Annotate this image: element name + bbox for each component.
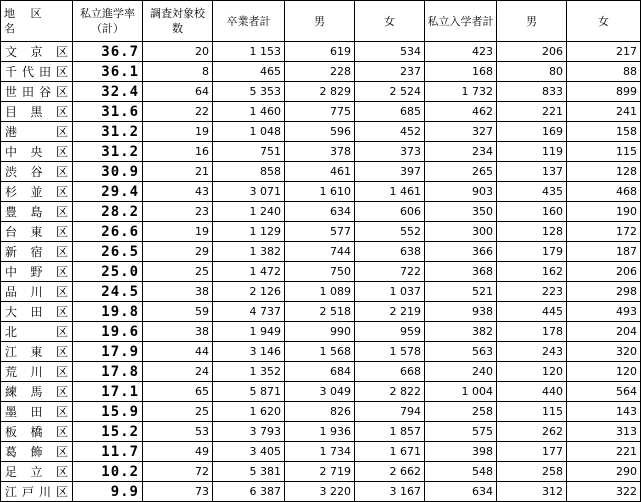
cell-private-rate[interactable]: 24.5 xyxy=(73,282,143,302)
cell-entrants-male[interactable]: 119 xyxy=(497,142,567,162)
cell-school-count[interactable]: 20 xyxy=(143,42,213,62)
cell-school-count[interactable]: 19 xyxy=(143,122,213,142)
cell-graduates-female[interactable]: 2 219 xyxy=(355,302,425,322)
cell-ward[interactable]: 中野区 xyxy=(1,262,73,282)
cell-entrants-male[interactable]: 137 xyxy=(497,162,567,182)
cell-school-count[interactable]: 29 xyxy=(143,242,213,262)
cell-ward[interactable]: 千代田区 xyxy=(1,62,73,82)
cell-entrants-female[interactable]: 128 xyxy=(567,162,641,182)
cell-private-entrants-total[interactable]: 575 xyxy=(425,422,497,442)
cell-entrants-male[interactable]: 262 xyxy=(497,422,567,442)
cell-private-rate[interactable]: 29.4 xyxy=(73,182,143,202)
cell-entrants-female[interactable]: 206 xyxy=(567,262,641,282)
table-row xyxy=(1,122,641,142)
cell-graduates-female[interactable]: 606 xyxy=(355,202,425,222)
cell-private-entrants-total[interactable]: 368 xyxy=(425,262,497,282)
cell-private-entrants-total[interactable]: 240 xyxy=(425,362,497,382)
cell-private-rate[interactable]: 9.9 xyxy=(73,482,143,502)
cell-school-count[interactable]: 23 xyxy=(143,202,213,222)
cell-graduates-total[interactable]: 858 xyxy=(213,162,285,182)
cell-graduates-female[interactable]: 237 xyxy=(355,62,425,82)
cell-private-rate[interactable]: 15.9 xyxy=(73,402,143,422)
cell-private-rate[interactable]: 30.9 xyxy=(73,162,143,182)
header-ward[interactable]: 地 区 名 xyxy=(1,1,73,42)
table-row xyxy=(1,82,641,102)
table-row xyxy=(1,42,641,62)
cell-graduates-male[interactable]: 577 xyxy=(285,222,355,242)
header-private-entrants-total[interactable]: 私立入学者計 xyxy=(425,1,497,42)
cell-ward[interactable]: 北区 xyxy=(1,322,73,342)
cell-graduates-total[interactable]: 1 382 xyxy=(213,242,285,262)
cell-ward[interactable]: 目黒区 xyxy=(1,102,73,122)
cell-school-count[interactable]: 25 xyxy=(143,402,213,422)
cell-private-entrants-total[interactable]: 265 xyxy=(425,162,497,182)
cell-school-count[interactable]: 43 xyxy=(143,182,213,202)
cell-entrants-female[interactable]: 120 xyxy=(567,362,641,382)
cell-graduates-total[interactable]: 5 353 xyxy=(213,82,285,102)
cell-private-rate[interactable]: 36.1 xyxy=(73,62,143,82)
cell-school-count[interactable]: 65 xyxy=(143,382,213,402)
table-row xyxy=(1,442,641,462)
table-row xyxy=(1,302,641,322)
cell-entrants-female[interactable]: 564 xyxy=(567,382,641,402)
cell-private-rate[interactable]: 26.6 xyxy=(73,222,143,242)
cell-graduates-total[interactable]: 1 460 xyxy=(213,102,285,122)
cell-ward[interactable]: 台東区 xyxy=(1,222,73,242)
cell-ward[interactable]: 渋谷区 xyxy=(1,162,73,182)
cell-graduates-total[interactable]: 1 949 xyxy=(213,322,285,342)
cell-private-entrants-total[interactable]: 234 xyxy=(425,142,497,162)
cell-graduates-total[interactable]: 3 793 xyxy=(213,422,285,442)
cell-entrants-female[interactable]: 204 xyxy=(567,322,641,342)
cell-school-count[interactable]: 72 xyxy=(143,462,213,482)
cell-private-entrants-total[interactable]: 327 xyxy=(425,122,497,142)
table-row xyxy=(1,342,641,362)
cell-graduates-total[interactable]: 4 737 xyxy=(213,302,285,322)
cell-private-rate[interactable]: 17.1 xyxy=(73,382,143,402)
table-row xyxy=(1,282,641,302)
cell-school-count[interactable]: 21 xyxy=(143,162,213,182)
cell-graduates-total[interactable]: 3 405 xyxy=(213,442,285,462)
cell-entrants-male[interactable]: 258 xyxy=(497,462,567,482)
cell-ward[interactable]: 葛飾区 xyxy=(1,442,73,462)
table-row xyxy=(1,322,641,342)
table-row xyxy=(1,162,641,182)
cell-graduates-female[interactable]: 685 xyxy=(355,102,425,122)
cell-graduates-male[interactable]: 1 734 xyxy=(285,442,355,462)
cell-school-count[interactable]: 24 xyxy=(143,362,213,382)
cell-private-entrants-total[interactable]: 398 xyxy=(425,442,497,462)
cell-private-entrants-total[interactable]: 1 004 xyxy=(425,382,497,402)
cell-graduates-total[interactable]: 5 381 xyxy=(213,462,285,482)
cell-entrants-male[interactable]: 223 xyxy=(497,282,567,302)
cell-private-entrants-total[interactable]: 423 xyxy=(425,42,497,62)
cell-ward[interactable]: 墨田区 xyxy=(1,402,73,422)
table-row xyxy=(1,362,641,382)
table-row xyxy=(1,422,641,442)
cell-graduates-male[interactable]: 1 936 xyxy=(285,422,355,442)
cell-graduates-male[interactable]: 990 xyxy=(285,322,355,342)
header-entrants-female[interactable]: 女 xyxy=(567,1,641,42)
cell-entrants-male[interactable]: 445 xyxy=(497,302,567,322)
cell-graduates-male[interactable]: 3 220 xyxy=(285,482,355,502)
cell-graduates-male[interactable]: 684 xyxy=(285,362,355,382)
table-row xyxy=(1,202,641,222)
cell-graduates-male[interactable]: 461 xyxy=(285,162,355,182)
cell-graduates-female[interactable]: 534 xyxy=(355,42,425,62)
cell-school-count[interactable]: 53 xyxy=(143,422,213,442)
cell-school-count[interactable]: 22 xyxy=(143,102,213,122)
cell-private-rate[interactable]: 17.8 xyxy=(73,362,143,382)
cell-entrants-female[interactable]: 493 xyxy=(567,302,641,322)
cell-private-entrants-total[interactable]: 300 xyxy=(425,222,497,242)
cell-entrants-female[interactable]: 899 xyxy=(567,82,641,102)
cell-graduates-female[interactable]: 1 578 xyxy=(355,342,425,362)
cell-private-rate[interactable]: 11.7 xyxy=(73,442,143,462)
cell-school-count[interactable]: 44 xyxy=(143,342,213,362)
cell-ward[interactable]: 足立区 xyxy=(1,462,73,482)
header-school-count[interactable]: 調査対象校数 xyxy=(143,1,213,42)
cell-entrants-female[interactable]: 322 xyxy=(567,482,641,502)
cell-ward[interactable]: 板橋区 xyxy=(1,422,73,442)
cell-private-rate[interactable]: 36.7 xyxy=(73,42,143,62)
cell-entrants-male[interactable]: 160 xyxy=(497,202,567,222)
cell-entrants-male[interactable]: 440 xyxy=(497,382,567,402)
cell-entrants-male[interactable]: 312 xyxy=(497,482,567,502)
cell-entrants-female[interactable]: 88 xyxy=(567,62,641,82)
cell-private-entrants-total[interactable]: 903 xyxy=(425,182,497,202)
table-row xyxy=(1,62,641,82)
cell-school-count[interactable]: 19 xyxy=(143,222,213,242)
cell-entrants-male[interactable]: 120 xyxy=(497,362,567,382)
cell-graduates-total[interactable]: 5 871 xyxy=(213,382,285,402)
cell-school-count[interactable]: 64 xyxy=(143,82,213,102)
cell-entrants-female[interactable]: 290 xyxy=(567,462,641,482)
cell-private-rate[interactable]: 17.9 xyxy=(73,342,143,362)
cell-entrants-male[interactable]: 128 xyxy=(497,222,567,242)
cell-private-rate[interactable]: 31.2 xyxy=(73,122,143,142)
cell-graduates-total[interactable]: 465 xyxy=(213,62,285,82)
cell-private-entrants-total[interactable]: 548 xyxy=(425,462,497,482)
table-row xyxy=(1,482,641,502)
cell-entrants-female[interactable]: 320 xyxy=(567,342,641,362)
header-graduates-total[interactable]: 卒業者計 xyxy=(213,1,285,42)
cell-graduates-female[interactable]: 1 671 xyxy=(355,442,425,462)
cell-entrants-female[interactable]: 313 xyxy=(567,422,641,442)
cell-entrants-male[interactable]: 178 xyxy=(497,322,567,342)
cell-entrants-female[interactable]: 241 xyxy=(567,102,641,122)
header-row xyxy=(1,1,641,42)
cell-private-rate[interactable]: 19.8 xyxy=(73,302,143,322)
cell-graduates-female[interactable]: 794 xyxy=(355,402,425,422)
cell-private-entrants-total[interactable]: 168 xyxy=(425,62,497,82)
cell-private-rate[interactable]: 32.4 xyxy=(73,82,143,102)
cell-graduates-male[interactable]: 3 049 xyxy=(285,382,355,402)
cell-entrants-male[interactable]: 221 xyxy=(497,102,567,122)
cell-entrants-male[interactable]: 80 xyxy=(497,62,567,82)
cell-entrants-female[interactable]: 298 xyxy=(567,282,641,302)
cell-school-count[interactable]: 49 xyxy=(143,442,213,462)
table-row xyxy=(1,222,641,242)
cell-graduates-male[interactable]: 634 xyxy=(285,202,355,222)
cell-private-entrants-total[interactable]: 382 xyxy=(425,322,497,342)
header-entrants-male[interactable]: 男 xyxy=(497,1,567,42)
table-row xyxy=(1,402,641,422)
cell-graduates-total[interactable]: 1 472 xyxy=(213,262,285,282)
cell-graduates-female[interactable]: 373 xyxy=(355,142,425,162)
cell-ward[interactable]: 練馬区 xyxy=(1,382,73,402)
cell-graduates-female[interactable]: 2 524 xyxy=(355,82,425,102)
cell-graduates-male[interactable]: 2 719 xyxy=(285,462,355,482)
cell-graduates-male[interactable]: 1 610 xyxy=(285,182,355,202)
cell-private-rate[interactable]: 28.2 xyxy=(73,202,143,222)
cell-private-entrants-total[interactable]: 634 xyxy=(425,482,497,502)
cell-ward[interactable]: 大田区 xyxy=(1,302,73,322)
cell-ward[interactable]: 新宿区 xyxy=(1,242,73,262)
cell-private-entrants-total[interactable]: 563 xyxy=(425,342,497,362)
cell-private-rate[interactable]: 15.2 xyxy=(73,422,143,442)
cell-graduates-male[interactable]: 228 xyxy=(285,62,355,82)
cell-graduates-total[interactable]: 2 126 xyxy=(213,282,285,302)
cell-graduates-total[interactable]: 1 352 xyxy=(213,362,285,382)
cell-graduates-male[interactable]: 2 829 xyxy=(285,82,355,102)
cell-graduates-female[interactable]: 668 xyxy=(355,362,425,382)
cell-graduates-male[interactable]: 596 xyxy=(285,122,355,142)
cell-graduates-male[interactable]: 378 xyxy=(285,142,355,162)
cell-private-entrants-total[interactable]: 366 xyxy=(425,242,497,262)
cell-ward[interactable]: 荒川区 xyxy=(1,362,73,382)
cell-graduates-female[interactable]: 1 857 xyxy=(355,422,425,442)
cell-graduates-total[interactable]: 1 153 xyxy=(213,42,285,62)
cell-graduates-female[interactable]: 2 662 xyxy=(355,462,425,482)
cell-entrants-female[interactable]: 468 xyxy=(567,182,641,202)
table-row xyxy=(1,102,641,122)
cell-ward[interactable]: 世田谷区 xyxy=(1,82,73,102)
cell-entrants-male[interactable]: 169 xyxy=(497,122,567,142)
cell-graduates-total[interactable]: 3 071 xyxy=(213,182,285,202)
cell-graduates-female[interactable]: 1 037 xyxy=(355,282,425,302)
cell-entrants-male[interactable]: 177 xyxy=(497,442,567,462)
cell-graduates-female[interactable]: 638 xyxy=(355,242,425,262)
cell-entrants-male[interactable]: 179 xyxy=(497,242,567,262)
cell-graduates-female[interactable]: 552 xyxy=(355,222,425,242)
cell-graduates-female[interactable]: 397 xyxy=(355,162,425,182)
cell-graduates-male[interactable]: 2 518 xyxy=(285,302,355,322)
cell-graduates-male[interactable]: 750 xyxy=(285,262,355,282)
cell-private-entrants-total[interactable]: 462 xyxy=(425,102,497,122)
cell-entrants-male[interactable]: 206 xyxy=(497,42,567,62)
cell-ward[interactable]: 品川区 xyxy=(1,282,73,302)
cell-private-entrants-total[interactable]: 258 xyxy=(425,402,497,422)
cell-private-rate[interactable]: 19.6 xyxy=(73,322,143,342)
cell-ward[interactable]: 豊島区 xyxy=(1,202,73,222)
cell-entrants-female[interactable]: 221 xyxy=(567,442,641,462)
cell-entrants-male[interactable]: 243 xyxy=(497,342,567,362)
cell-graduates-male[interactable]: 1 089 xyxy=(285,282,355,302)
table-row xyxy=(1,262,641,282)
cell-private-rate[interactable]: 31.2 xyxy=(73,142,143,162)
table-row xyxy=(1,462,641,482)
cell-graduates-total[interactable]: 1 129 xyxy=(213,222,285,242)
cell-school-count[interactable]: 8 xyxy=(143,62,213,82)
cell-ward[interactable]: 江東区 xyxy=(1,342,73,362)
cell-graduates-male[interactable]: 619 xyxy=(285,42,355,62)
cell-graduates-total[interactable]: 1 240 xyxy=(213,202,285,222)
cell-ward[interactable]: 中央区 xyxy=(1,142,73,162)
cell-graduates-female[interactable]: 452 xyxy=(355,122,425,142)
cell-graduates-female[interactable]: 3 167 xyxy=(355,482,425,502)
cell-entrants-female[interactable]: 172 xyxy=(567,222,641,242)
cell-graduates-male[interactable]: 826 xyxy=(285,402,355,422)
cell-entrants-female[interactable]: 187 xyxy=(567,242,641,262)
cell-private-rate[interactable]: 25.0 xyxy=(73,262,143,282)
cell-entrants-female[interactable]: 143 xyxy=(567,402,641,422)
cell-entrants-male[interactable]: 162 xyxy=(497,262,567,282)
cell-private-rate[interactable]: 26.5 xyxy=(73,242,143,262)
cell-ward[interactable]: 文京区 xyxy=(1,42,73,62)
header-graduates-male[interactable]: 男 xyxy=(285,1,355,42)
cell-graduates-male[interactable]: 775 xyxy=(285,102,355,122)
cell-school-count[interactable]: 38 xyxy=(143,282,213,302)
cell-graduates-female[interactable]: 959 xyxy=(355,322,425,342)
cell-graduates-total[interactable]: 6 387 xyxy=(213,482,285,502)
cell-ward[interactable]: 江戸川区 xyxy=(1,482,73,502)
cell-private-entrants-total[interactable]: 521 xyxy=(425,282,497,302)
header-private-rate[interactable]: 私立進学率（計） xyxy=(73,1,143,42)
cell-graduates-female[interactable]: 1 461 xyxy=(355,182,425,202)
cell-entrants-male[interactable]: 435 xyxy=(497,182,567,202)
cell-graduates-male[interactable]: 744 xyxy=(285,242,355,262)
cell-private-entrants-total[interactable]: 350 xyxy=(425,202,497,222)
cell-private-rate[interactable]: 10.2 xyxy=(73,462,143,482)
cell-entrants-male[interactable]: 833 xyxy=(497,82,567,102)
cell-graduates-female[interactable]: 722 xyxy=(355,262,425,282)
header-graduates-female[interactable]: 女 xyxy=(355,1,425,42)
cell-ward[interactable]: 杉並区 xyxy=(1,182,73,202)
table-row xyxy=(1,142,641,162)
cell-ward[interactable]: 港区 xyxy=(1,122,73,142)
cell-graduates-total[interactable]: 751 xyxy=(213,142,285,162)
cell-school-count[interactable]: 16 xyxy=(143,142,213,162)
cell-private-rate[interactable]: 31.6 xyxy=(73,102,143,122)
cell-private-entrants-total[interactable]: 1 732 xyxy=(425,82,497,102)
cell-school-count[interactable]: 25 xyxy=(143,262,213,282)
cell-entrants-female[interactable]: 158 xyxy=(567,122,641,142)
table-row xyxy=(1,242,641,262)
cell-school-count[interactable]: 59 xyxy=(143,302,213,322)
cell-graduates-female[interactable]: 2 822 xyxy=(355,382,425,402)
cell-entrants-female[interactable]: 115 xyxy=(567,142,641,162)
cell-graduates-total[interactable]: 1 620 xyxy=(213,402,285,422)
cell-private-entrants-total[interactable]: 938 xyxy=(425,302,497,322)
cell-graduates-total[interactable]: 1 048 xyxy=(213,122,285,142)
cell-school-count[interactable]: 73 xyxy=(143,482,213,502)
cell-school-count[interactable]: 38 xyxy=(143,322,213,342)
cell-graduates-male[interactable]: 1 568 xyxy=(285,342,355,362)
cell-entrants-male[interactable]: 115 xyxy=(497,402,567,422)
table-row xyxy=(1,382,641,402)
cell-graduates-total[interactable]: 3 146 xyxy=(213,342,285,362)
cell-entrants-female[interactable]: 190 xyxy=(567,202,641,222)
cell-entrants-female[interactable]: 217 xyxy=(567,42,641,62)
table-row xyxy=(1,182,641,202)
